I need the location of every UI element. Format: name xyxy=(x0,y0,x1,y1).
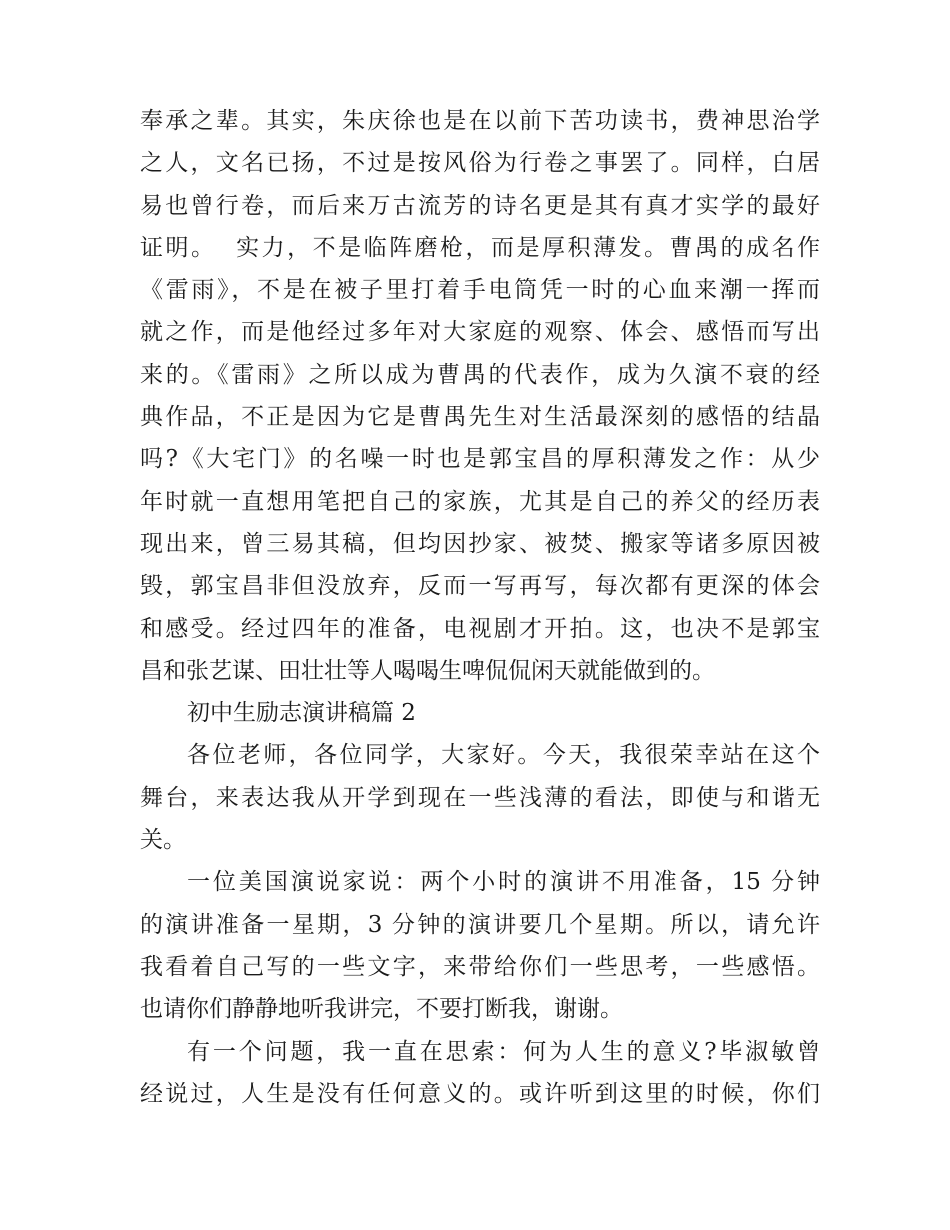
text-line: 关。 xyxy=(140,827,186,854)
text-line: 有一个问题，我一直在思索：何为人生的意义?毕淑敏曾 xyxy=(187,1038,820,1065)
text-line: 年时就一直想用笔把自己的家族，尤其是自己的养父的经历表 xyxy=(140,488,820,515)
text-line: 证明。 实力，不是临阵磨枪，而是厚积薄发。曹禺的成名作 xyxy=(140,234,820,261)
text-line: 昌和张艺谋、田壮壮等人喝喝生啤侃侃闲天就能做到的。 xyxy=(140,657,715,684)
document-body xyxy=(140,100,820,1115)
text-line: 的演讲准备一星期，3 分钟的演讲要几个星期。所以，请允许 xyxy=(140,911,820,938)
text-line: 也请你们静静地听我讲完，不要打断我，谢谢。 xyxy=(140,996,623,1023)
text-line: 毁，郭宝昌非但没放弃，反而一写再写，每次都有更深的体会 xyxy=(140,573,820,600)
text-line: 现出来，曾三易其稿，但均因抄家、被焚、搬家等诸多原因被 xyxy=(140,530,820,557)
text-line: 易也曾行卷，而后来万古流芳的诗名更是其有真才实学的最好 xyxy=(140,192,820,219)
text-line: 经说过，人生是没有任何意义的。或许听到这里的时候，你们 xyxy=(140,1080,820,1107)
text-line: 和感受。经过四年的准备，电视剧才开拍。这，也决不是郭宝 xyxy=(140,615,820,642)
text-line: 一位美国演说家说：两个小时的演讲不用准备，15 分钟 xyxy=(187,869,820,896)
text-line: 之人，文名已扬，不过是按风俗为行卷之事罢了。同样，白居 xyxy=(140,150,820,177)
text-line: 就之作，而是他经过多年对大家庭的观察、体会、感悟而写出 xyxy=(140,319,820,346)
text-line: 吗?《大宅门》的名噪一时也是郭宝昌的厚积薄发之作：从少 xyxy=(140,446,820,473)
text-line: 各位老师，各位同学，大家好。今天，我很荣幸站在这个 xyxy=(187,742,820,769)
text-line: 我看着自己写的一些文字，来带给你们一些思考，一些感悟。 xyxy=(140,953,820,980)
section-heading: 初中生励志演讲稿篇 2 xyxy=(187,700,416,727)
text-line: 《雷雨》，不是在被子里打着手电筒凭一时的心血来潮一挥而 xyxy=(140,277,820,304)
text-line: 舞台，来表达我从开学到现在一些浅薄的看法，即使与和谐无 xyxy=(140,784,820,811)
text-line: 来的。《雷雨》之所以成为曹禺的代表作，成为久演不衰的经 xyxy=(140,361,820,388)
text-line: 典作品，不正是因为它是曹禺先生对生活最深刻的感悟的结晶 xyxy=(140,404,820,431)
text-line: 奉承之辈。其实，朱庆徐也是在以前下苦功读书，费神思治学 xyxy=(140,108,820,134)
